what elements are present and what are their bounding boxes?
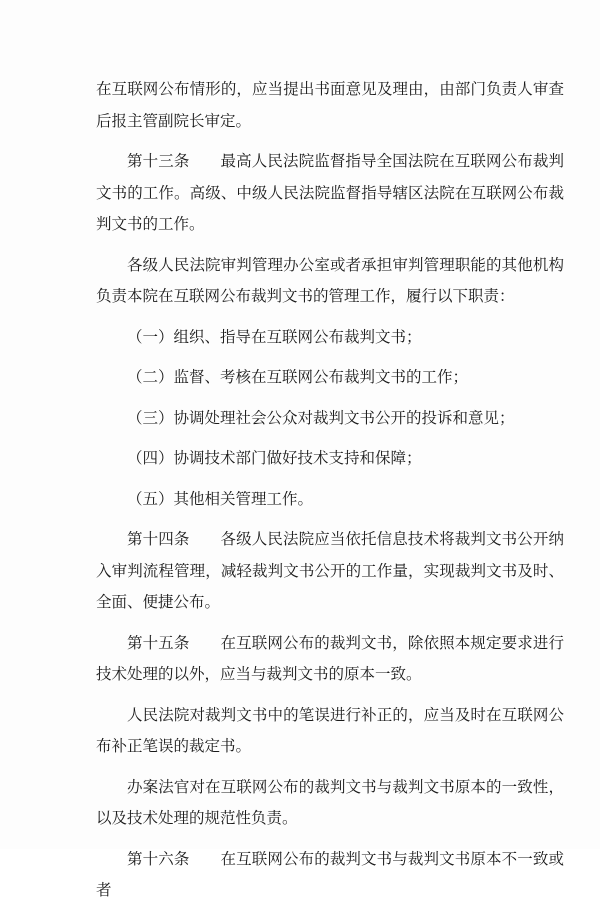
list-item-text: （四）协调技术部门做好技术支持和保障； bbox=[127, 449, 422, 467]
paragraph-text: 在互联网公布的裁判文书，除依照本规定要求进行技术处理的以外，应当与裁判文书的原本一致。 bbox=[96, 633, 564, 683]
article-number: 第十五条 bbox=[127, 633, 190, 652]
list-item bbox=[96, 443, 564, 475]
article-13-paragraph bbox=[96, 146, 564, 241]
article-16-paragraph bbox=[96, 844, 564, 907]
paragraph-text: 各级人民法院审判管理办公室或者承担审判管理职能的其他机构负责本院在互联网公布裁判文书的管理工作，履行以下职责： bbox=[96, 255, 564, 305]
paragraph-text: 在互联网公布情形的，应当提出书面意见及理由，由部门负责人审查后报主管副院长审定。 bbox=[96, 80, 564, 130]
article-number: 第十六条 bbox=[127, 849, 190, 868]
paragraph-text: 最高人民法院监督指导全国法院在互联网公布裁判文书的工作。高级、中级人民法院监督指导辖区法院在互联网公布裁判文书的工作。 bbox=[96, 152, 564, 233]
paragraph bbox=[96, 772, 564, 835]
paragraph-text: 人民法院对裁判文书中的笔误进行补正的，应当及时在互联网公布补正笔误的裁定书。 bbox=[96, 705, 564, 755]
article-number: 第十三条 bbox=[127, 152, 190, 170]
article-14-paragraph bbox=[96, 524, 564, 619]
list-item bbox=[96, 484, 564, 516]
paragraph-text: 办案法官对在互联网公布的裁判文书与裁判文书原本的一致性，以及技术处理的规范性负责。 bbox=[96, 777, 564, 827]
list-item-text: （五）其他相关管理工作。 bbox=[127, 489, 314, 508]
article-15-paragraph bbox=[96, 628, 564, 691]
paragraph bbox=[96, 250, 564, 313]
list-item bbox=[96, 322, 564, 354]
paragraph-text: 在互联网公布的裁判文书与裁判文书原本不一致或者 bbox=[96, 849, 564, 899]
list-item-text: （一）组织、指导在互联网公布裁判文书； bbox=[127, 327, 422, 346]
article-number: 第十四条 bbox=[127, 530, 190, 548]
list-item-text: （三）协调处理社会公众对裁判文书公开的投诉和意见； bbox=[127, 408, 515, 427]
paragraph bbox=[96, 700, 564, 763]
paragraph-text: 各级人民法院应当依托信息技术将裁判文书公开纳入审判流程管理，减轻裁判文书公开的工作量，实现裁判文书及时、全面、便捷公布。 bbox=[96, 530, 564, 611]
list-item bbox=[96, 403, 564, 435]
paragraph-continuation bbox=[96, 74, 564, 137]
list-item bbox=[96, 362, 564, 394]
list-item-text: （二）监督、考核在互联网公布裁判文书的工作； bbox=[127, 368, 469, 386]
